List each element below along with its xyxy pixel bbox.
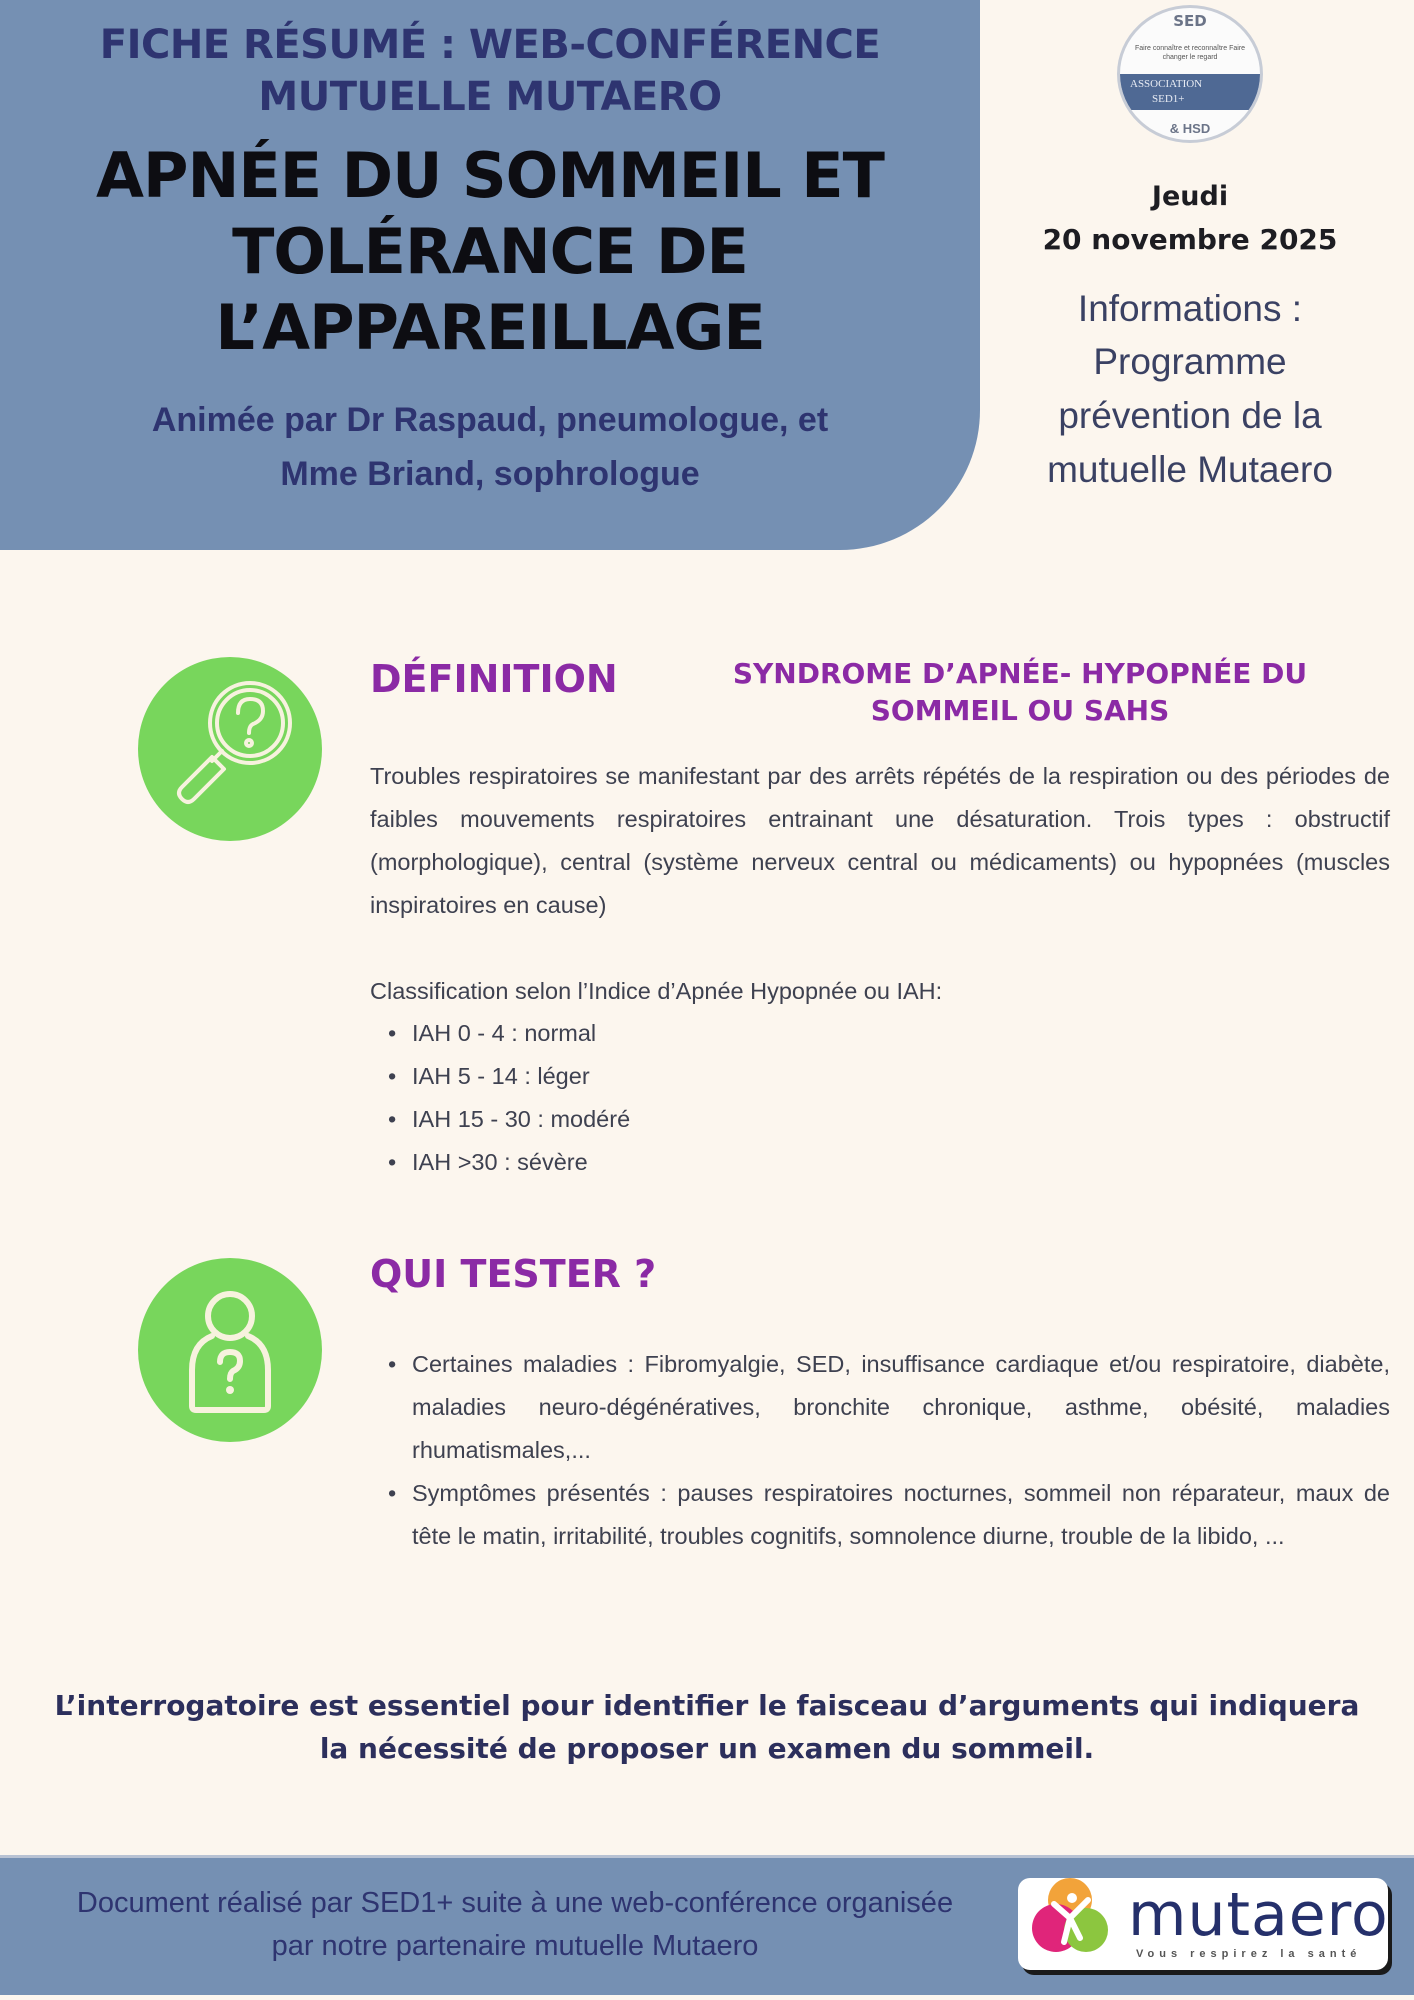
host-line-2: Mme Briand, sophrologue	[280, 455, 700, 493]
badge-band-line-2: SED1+	[1152, 93, 1185, 105]
mutaero-emblem-icon	[1018, 1870, 1128, 1962]
list-item: • Certaines maladies : Fibromyalgie, SED, insuffisance cardiaque et/ou respiratoire, diabète, maladies neuro-dégénératives, bronchite chronique, asthme, obésité, maladies rhumatismales,...	[370, 1343, 1390, 1472]
list-item: • IAH >30 : sévère	[370, 1141, 1070, 1184]
qui-tester-title: QUI TESTER ?	[370, 1252, 657, 1296]
logo-tagline: Vous respirez la santé	[1136, 1948, 1362, 1960]
header-subtitle-line-1: FICHE RÉSUMÉ : WEB-CONFÉRENCE	[99, 22, 881, 68]
qui-tester-list	[370, 1343, 1390, 1558]
badge-top-text: SED	[1173, 12, 1207, 30]
badge-bottom-text: & HSD	[1169, 121, 1211, 136]
classification-list	[370, 1012, 1070, 1184]
page-title-line-3: L’APPAREILLAGE	[215, 291, 765, 364]
mutaero-logo	[1018, 1878, 1388, 1970]
badge-band-line-1: ASSOCIATION	[1130, 78, 1203, 90]
sed-association-logo	[1117, 5, 1263, 143]
list-item: • Symptômes présentés : pauses respiratoires nocturnes, sommeil non réparateur, maux de tête le matin, irritabilité, troubles cognitifs, somnolence diurne, trouble de la libido, ...	[370, 1472, 1390, 1558]
definition-subtitle-line-1: SYNDROME D’APNÉE- HYPOPNÉE DU	[732, 657, 1308, 690]
conclusion-line-1: L’interrogatoire est essentiel pour identifier le faisceau d’arguments qui indiquera	[54, 1689, 1360, 1722]
page-title-line-2: TOLÉRANCE DE	[232, 215, 748, 288]
info-line-3: prévention de la	[1058, 395, 1322, 436]
host-line-1: Animée par Dr Raspaud, pneumologue, et	[151, 401, 829, 439]
footer-line-1: Document réalisé par SED1+ suite à une web-conférence organisée	[76, 1887, 954, 1919]
page-title-line-1: APNÉE DU SOMMEIL ET	[96, 139, 884, 212]
list-item: • IAH 0 - 4 : normal	[370, 1012, 1070, 1055]
badge-band	[1120, 74, 1260, 110]
definition-title: DÉFINITION	[370, 657, 618, 701]
badge-tagline: Faire connaître et reconnaître Faire changer le regard	[1134, 45, 1246, 61]
footer-line-2: par notre partenaire mutuelle Mutaero	[271, 1930, 759, 1962]
list-item: • IAH 5 - 14 : léger	[370, 1055, 1070, 1098]
conclusion-line-2: la nécessité de proposer un examen du sommeil.	[319, 1732, 1095, 1765]
info-line-2: Programme	[1093, 341, 1287, 382]
logo-wordmark: mutaero	[1128, 1880, 1389, 1950]
date-full: 20 novembre 2025	[1042, 223, 1338, 256]
info-line-4: mutuelle Mutaero	[1047, 449, 1333, 490]
info-line-1: Informations :	[1077, 288, 1303, 329]
person-question-icon	[138, 1258, 322, 1442]
classification-intro: Classification selon l’Indice d’Apnée Hypopnée ou IAH:	[370, 978, 943, 1004]
header-subtitle-line-2: MUTUELLE MUTAERO	[258, 74, 722, 120]
definition-subtitle-line-2: SOMMEIL OU SAHS	[870, 694, 1170, 727]
date-day: Jeudi	[1151, 181, 1229, 212]
definition-paragraph: Troubles respiratoires se manifestant par des arrêts répétés de la respiration ou des périodes de faibles mouvements respiratoires entrainant une désaturation. Trois types : obstructif (morphologique), central (système nerveux central ou médicaments) ou hypopnées (muscles inspiratoires en cause)	[370, 763, 1390, 918]
magnifier-question-icon	[138, 657, 322, 841]
list-item: • IAH 15 - 30 : modéré	[370, 1098, 1070, 1141]
